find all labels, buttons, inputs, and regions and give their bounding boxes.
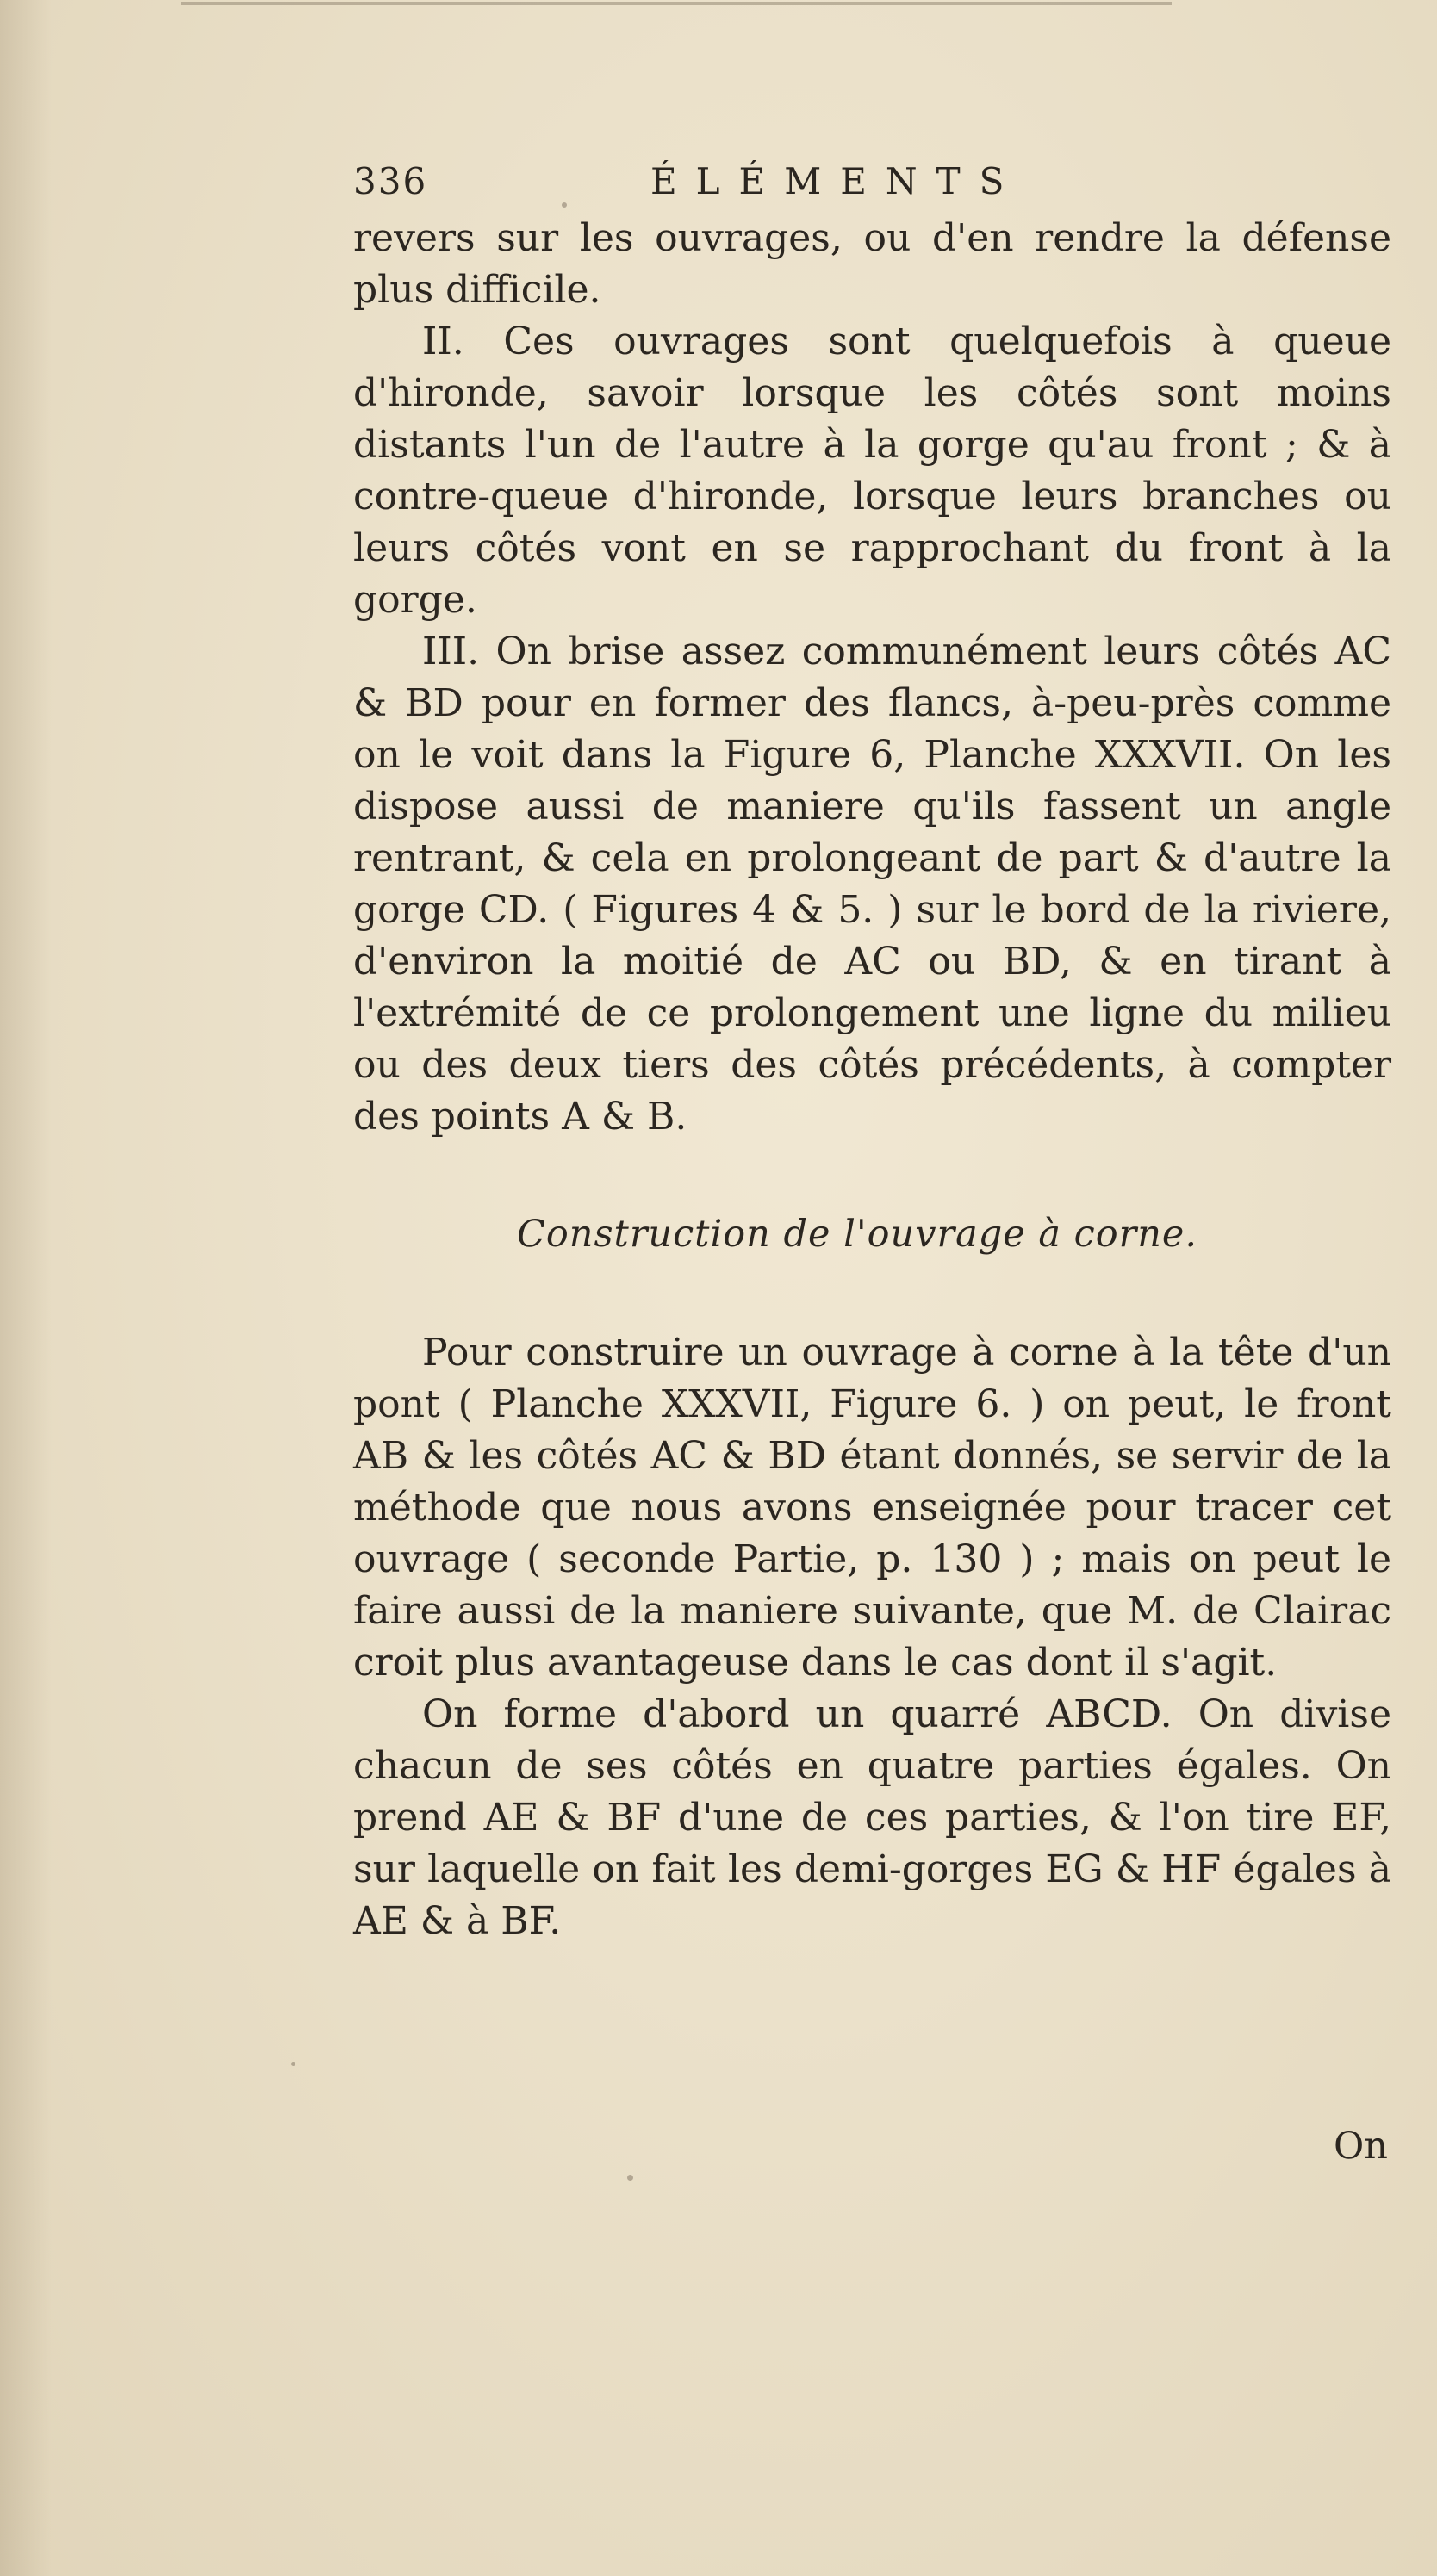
running-header bbox=[353, 160, 1370, 220]
binding-shadow bbox=[0, 0, 52, 2576]
catchword: On bbox=[1334, 2125, 1388, 2168]
ink-speck bbox=[627, 2175, 633, 2181]
paragraph-continuation: revers sur les ouvrages, ou d'en rendre la défense plus difficile. bbox=[353, 216, 1391, 312]
page-number: 336 bbox=[353, 160, 428, 202]
paragraph-square: On forme d'abord un quarré ABCD. On divise chacun de ses côtés en quatre parties égales. On prend AE & BF d'une de ces parties, & l'on tire EF, sur laquelle on fait les demi-gorges EG & HF égales à AE & à BF. bbox=[353, 1692, 1391, 1943]
paragraph-construction: Pour construire un ouvrage à corne à la tête d'un pont ( Planche XXXVII, Figure 6. ) on peut, le front AB & les côtés AC & BD étant donnés, se servir de la méthode que nous avons enseignée pour tracer cet ouvrage ( seconde Partie, p. 130 ) ; mais on peut le faire aussi de la maniere suivante, que M. de Clairac croit plus avantageuse dans le cas dont il s'agit. bbox=[353, 1331, 1391, 1685]
section-heading: Construction de l'ouvrage à corne. bbox=[517, 1213, 1198, 1256]
ink-speck bbox=[291, 2062, 295, 2066]
main-text-block bbox=[353, 213, 1391, 1947]
top-edge-rule bbox=[181, 2, 1172, 5]
running-title: ÉLÉMENTS bbox=[650, 160, 1023, 202]
paragraph-three: III. On brise assez communément leurs côtés AC & BD pour en former des flancs, à-peu-près comme on le voit dans la Figure 6, Planche XXXVII. On les dispose aussi de maniere qu'ils fassent un angle rentrant, & cela en prolongeant de part & d'autre la gorge CD. ( Figures 4 & 5. ) sur le bord de la riviere, d'environ la moitié de AC ou BD, & en tirant à l'extrémité de ce prolongement une ligne du milieu ou des deux tiers des côtés précédents, à compter des points A & B. bbox=[353, 630, 1391, 1139]
paragraph-two: II. Ces ouvrages sont quelquefois à queue d'hironde, savoir lorsque les côtés sont moins distants l'un de l'autre à la gorge qu'au front ; & à contre-queue d'hironde, lorsque leurs branches ou leurs côtés vont en se rapprochant du front à la gorge. bbox=[353, 320, 1391, 622]
ink-speck bbox=[562, 202, 567, 208]
